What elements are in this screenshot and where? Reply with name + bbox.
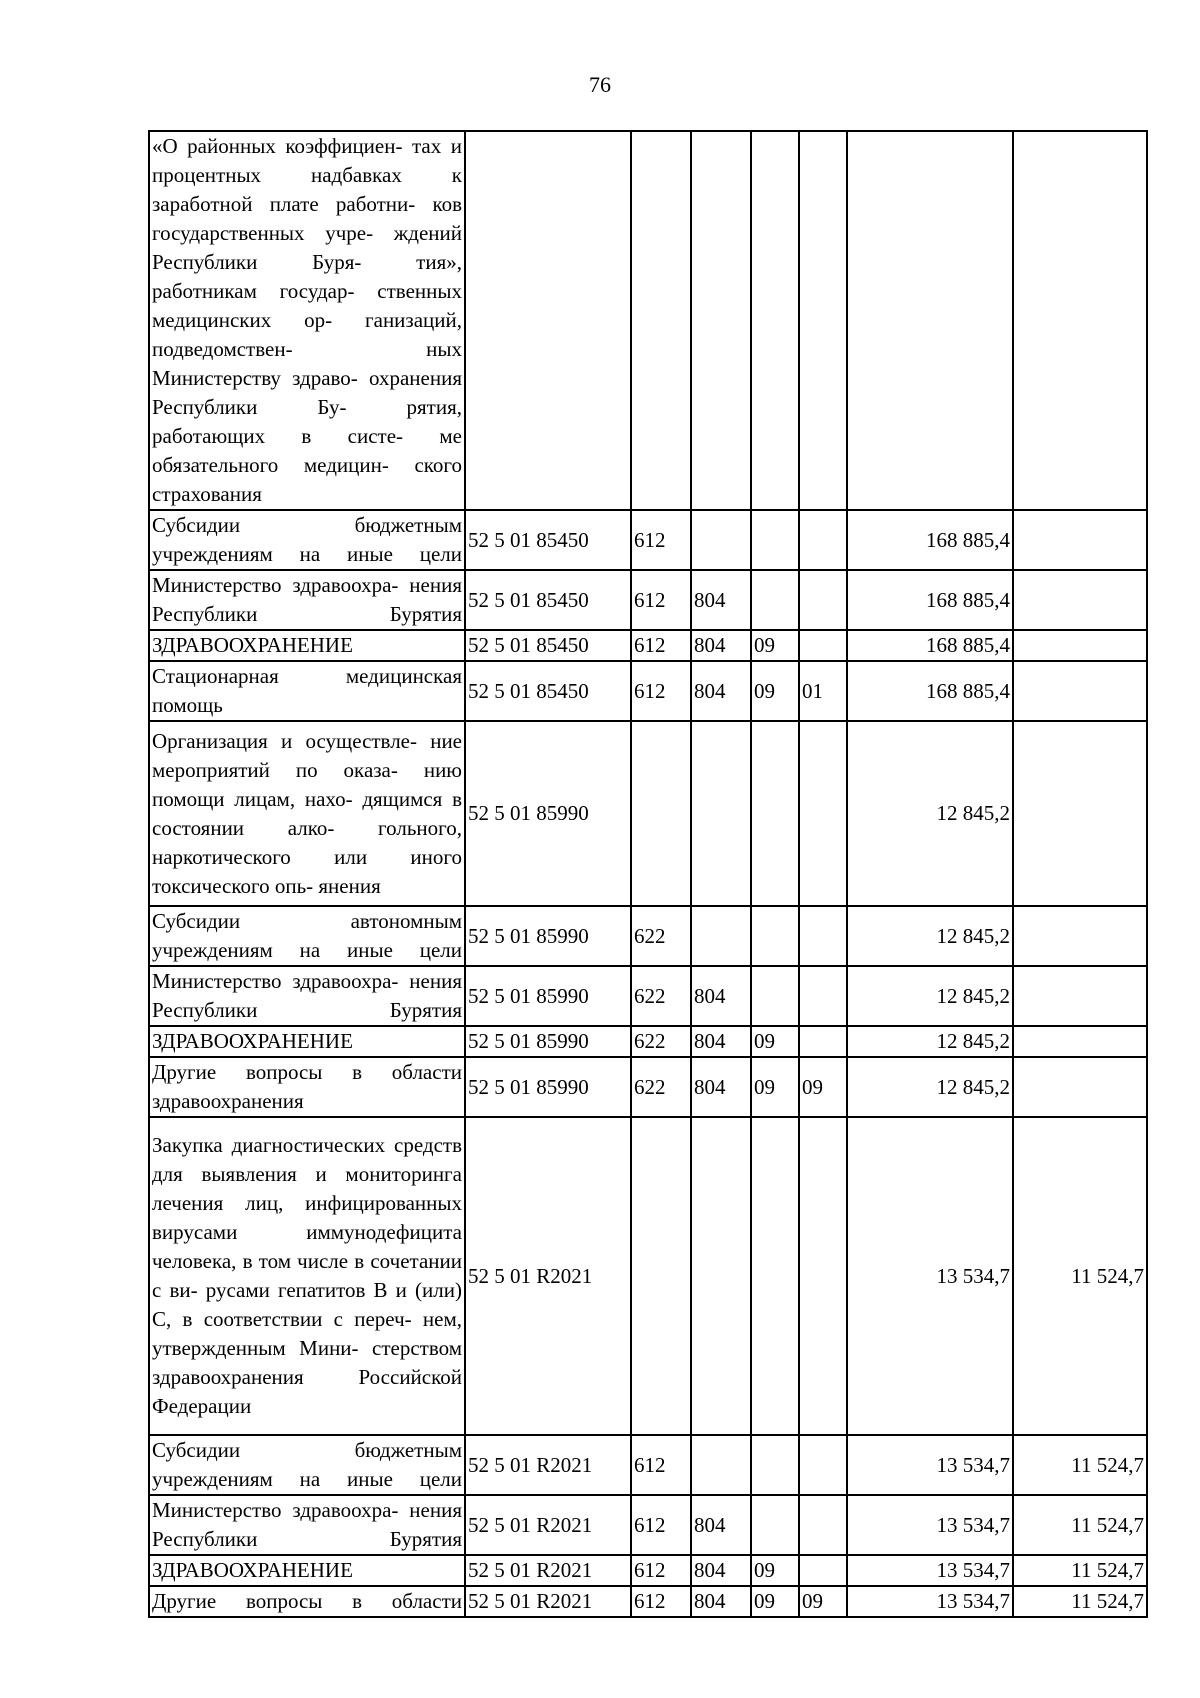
- row-name-cell: «О районных коэффициен- тах и процентных надбавках к заработной плате работни- ков государственных учре- ждений Республики Буря- тия», работникам государ- ственных медицинских ор- ганизаций, подведомствен- ных Министерству здраво- охранения Республики Бу- рятия, работающих в систе- ме обязательного медицин- ского страхования: [149, 131, 465, 510]
- subsection-code-cell: 01: [799, 661, 847, 721]
- table-row: [149, 131, 1147, 510]
- section-code-cell: [751, 510, 799, 570]
- subsection-code-cell: [799, 966, 847, 1026]
- table-row: [149, 1026, 1147, 1057]
- subsection-code-cell: [799, 721, 847, 906]
- section-code-cell: 09: [751, 1586, 799, 1617]
- total-amount-cell: 168 885,4: [847, 630, 1013, 661]
- federal-amount-cell: 11 524,7: [1013, 1555, 1147, 1586]
- table-row: [149, 1435, 1147, 1495]
- total-amount-cell: 13 534,7: [847, 1435, 1013, 1495]
- section-code-cell: [751, 131, 799, 510]
- section-code-cell: 09: [751, 1555, 799, 1586]
- subsection-code-cell: [799, 510, 847, 570]
- row-name-cell: Другие вопросы в области здравоохранения: [149, 1057, 465, 1117]
- administrator-code-cell: [691, 510, 751, 570]
- table-row: [149, 1586, 1147, 1617]
- federal-amount-cell: [1013, 510, 1147, 570]
- subsection-code-cell: [799, 1435, 847, 1495]
- federal-amount-cell: [1013, 131, 1147, 510]
- total-amount-cell: 12 845,2: [847, 966, 1013, 1026]
- expense-type-cell: [631, 721, 691, 906]
- administrator-code-cell: 804: [691, 1555, 751, 1586]
- section-code-cell: 09: [751, 1026, 799, 1057]
- table-row: [149, 1555, 1147, 1586]
- total-amount-cell: 12 845,2: [847, 906, 1013, 966]
- administrator-code-cell: 804: [691, 1586, 751, 1617]
- expense-type-cell: 622: [631, 1026, 691, 1057]
- total-amount-cell: 13 534,7: [847, 1586, 1013, 1617]
- administrator-code-cell: [691, 906, 751, 966]
- row-name-cell: ЗДРАВООХРАНЕНИЕ: [149, 1555, 465, 1586]
- target-article-code-cell: 52 5 01 85450: [465, 510, 631, 570]
- total-amount-cell: 12 845,2: [847, 1026, 1013, 1057]
- administrator-code-cell: 804: [691, 570, 751, 630]
- expense-type-cell: 612: [631, 570, 691, 630]
- table-row: [149, 630, 1147, 661]
- administrator-code-cell: 804: [691, 1026, 751, 1057]
- federal-amount-cell: 11 524,7: [1013, 1117, 1147, 1435]
- table-row: [149, 966, 1147, 1026]
- section-code-cell: 09: [751, 661, 799, 721]
- total-amount-cell: 13 534,7: [847, 1555, 1013, 1586]
- subsection-code-cell: [799, 1555, 847, 1586]
- administrator-code-cell: 804: [691, 630, 751, 661]
- federal-amount-cell: [1013, 1057, 1147, 1117]
- table-row: [149, 906, 1147, 966]
- row-name-cell: Другие вопросы в области: [149, 1586, 465, 1617]
- expense-type-cell: 612: [631, 1435, 691, 1495]
- row-name-cell: ЗДРАВООХРАНЕНИЕ: [149, 630, 465, 661]
- target-article-code-cell: 52 5 01 R2021: [465, 1555, 631, 1586]
- target-article-code-cell: 52 5 01 R2021: [465, 1117, 631, 1435]
- subsection-code-cell: [799, 906, 847, 966]
- target-article-code-cell: 52 5 01 85450: [465, 630, 631, 661]
- administrator-code-cell: [691, 1117, 751, 1435]
- section-code-cell: [751, 966, 799, 1026]
- federal-amount-cell: [1013, 721, 1147, 906]
- section-code-cell: [751, 906, 799, 966]
- administrator-code-cell: 804: [691, 1495, 751, 1555]
- administrator-code-cell: [691, 721, 751, 906]
- federal-amount-cell: 11 524,7: [1013, 1586, 1147, 1617]
- row-name-cell: Субсидии бюджетным учреждениям на иные цели: [149, 510, 465, 570]
- administrator-code-cell: 804: [691, 1057, 751, 1117]
- target-article-code-cell: 52 5 01 85990: [465, 1057, 631, 1117]
- target-article-code-cell: 52 5 01 85990: [465, 721, 631, 906]
- section-code-cell: [751, 1435, 799, 1495]
- page-number: 76: [589, 72, 611, 97]
- section-code-cell: 09: [751, 630, 799, 661]
- row-name-cell: Субсидии автономным учреждениям на иные цели: [149, 906, 465, 966]
- section-code-cell: 09: [751, 1057, 799, 1117]
- budget-table: [148, 130, 1148, 1618]
- target-article-code-cell: [465, 131, 631, 510]
- section-code-cell: [751, 570, 799, 630]
- subsection-code-cell: [799, 131, 847, 510]
- section-code-cell: [751, 1495, 799, 1555]
- table-row: [149, 661, 1147, 721]
- table-row: [149, 1495, 1147, 1555]
- expense-type-cell: 622: [631, 966, 691, 1026]
- expense-type-cell: 612: [631, 1555, 691, 1586]
- subsection-code-cell: [799, 570, 847, 630]
- subsection-code-cell: [799, 1117, 847, 1435]
- row-name-cell: Закупка диагностических средств для выявления и мониторинга лечения лиц, инфицированных вирусами иммунодефицита человека, в том числе в сочетании с ви- русами гепатитов В и (или) С, в соответствии с переч- нем, утвержденным Мини- стерством здравоохранения Российской Федерации: [149, 1117, 465, 1435]
- table-row: [149, 721, 1147, 906]
- federal-amount-cell: [1013, 661, 1147, 721]
- administrator-code-cell: [691, 1435, 751, 1495]
- target-article-code-cell: 52 5 01 85450: [465, 570, 631, 630]
- total-amount-cell: 13 534,7: [847, 1117, 1013, 1435]
- expense-type-cell: 612: [631, 630, 691, 661]
- row-name-cell: ЗДРАВООХРАНЕНИЕ: [149, 1026, 465, 1057]
- target-article-code-cell: 52 5 01 85450: [465, 661, 631, 721]
- row-name-cell: Министерство здравоохра- нения Республики Бурятия: [149, 570, 465, 630]
- total-amount-cell: [847, 131, 1013, 510]
- federal-amount-cell: [1013, 906, 1147, 966]
- administrator-code-cell: 804: [691, 661, 751, 721]
- table-row: [149, 510, 1147, 570]
- administrator-code-cell: 804: [691, 966, 751, 1026]
- row-name-cell: Министерство здравоохра- нения Республики Бурятия: [149, 1495, 465, 1555]
- row-name-cell: Стационарная медицинская помощь: [149, 661, 465, 721]
- total-amount-cell: 168 885,4: [847, 661, 1013, 721]
- total-amount-cell: 168 885,4: [847, 510, 1013, 570]
- subsection-code-cell: 09: [799, 1586, 847, 1617]
- target-article-code-cell: 52 5 01 85990: [465, 966, 631, 1026]
- total-amount-cell: 12 845,2: [847, 1057, 1013, 1117]
- section-code-cell: [751, 721, 799, 906]
- expense-type-cell: 612: [631, 1495, 691, 1555]
- federal-amount-cell: [1013, 966, 1147, 1026]
- administrator-code-cell: [691, 131, 751, 510]
- row-name-cell: Субсидии бюджетным учреждениям на иные цели: [149, 1435, 465, 1495]
- expense-type-cell: 622: [631, 906, 691, 966]
- target-article-code-cell: 52 5 01 R2021: [465, 1435, 631, 1495]
- table-row: [149, 570, 1147, 630]
- expense-type-cell: 612: [631, 510, 691, 570]
- expense-type-cell: [631, 131, 691, 510]
- target-article-code-cell: 52 5 01 R2021: [465, 1495, 631, 1555]
- table-row: [149, 1117, 1147, 1435]
- table-body: [149, 131, 1147, 1617]
- table-row: [149, 1057, 1147, 1117]
- subsection-code-cell: 09: [799, 1057, 847, 1117]
- expense-type-cell: [631, 1117, 691, 1435]
- expense-type-cell: 622: [631, 1057, 691, 1117]
- row-name-cell: Организация и осуществле- ние мероприятий по оказа- нию помощи лицам, нахо- дящимся в состоянии алко- гольного, наркотического или иного токсического опь- янения: [149, 721, 465, 906]
- subsection-code-cell: [799, 1495, 847, 1555]
- federal-amount-cell: 11 524,7: [1013, 1495, 1147, 1555]
- target-article-code-cell: 52 5 01 R2021: [465, 1586, 631, 1617]
- total-amount-cell: 13 534,7: [847, 1495, 1013, 1555]
- target-article-code-cell: 52 5 01 85990: [465, 906, 631, 966]
- federal-amount-cell: [1013, 570, 1147, 630]
- expense-type-cell: 612: [631, 661, 691, 721]
- subsection-code-cell: [799, 1026, 847, 1057]
- total-amount-cell: 168 885,4: [847, 570, 1013, 630]
- subsection-code-cell: [799, 630, 847, 661]
- federal-amount-cell: [1013, 630, 1147, 661]
- target-article-code-cell: 52 5 01 85990: [465, 1026, 631, 1057]
- federal-amount-cell: [1013, 1026, 1147, 1057]
- expense-type-cell: 612: [631, 1586, 691, 1617]
- row-name-cell: Министерство здравоохра- нения Республики Бурятия: [149, 966, 465, 1026]
- federal-amount-cell: 11 524,7: [1013, 1435, 1147, 1495]
- total-amount-cell: 12 845,2: [847, 721, 1013, 906]
- section-code-cell: [751, 1117, 799, 1435]
